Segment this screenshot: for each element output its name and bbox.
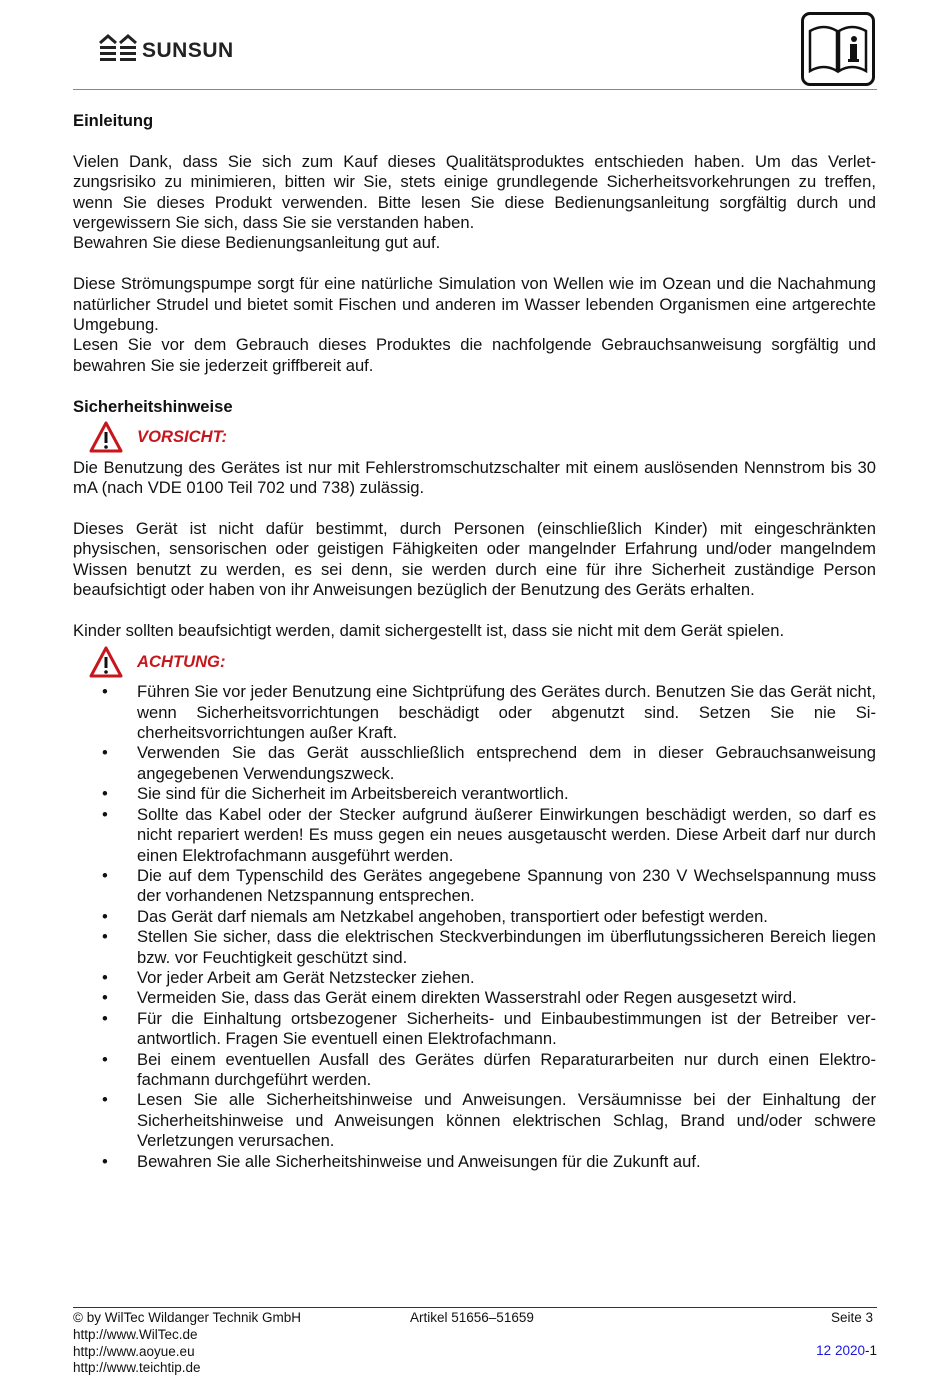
page-header xyxy=(73,0,877,90)
list-item: • Sie sind für die Sicherheit im Arbeitsbereich verantwortlich. xyxy=(73,784,876,804)
warning-triangle-icon xyxy=(89,645,123,679)
date: 12 2020 xyxy=(816,1343,865,1358)
attention-label-row xyxy=(89,641,876,682)
safety-bullet-list xyxy=(73,682,876,1172)
intro-paragraph: Bewahren Sie diese Bedienungsanleitung gut auf. xyxy=(73,233,441,253)
list-item: • Bewahren Sie alle Sicherheitshinweise und Anweisungen für die Zukunft auf. xyxy=(73,1152,876,1172)
article-number: Artikel 51656–51659 xyxy=(410,1310,534,1325)
list-item: • Vor jeder Arbeit am Gerät Netzstecker ziehen. xyxy=(73,968,876,988)
brand-name: SUNSUN xyxy=(142,39,234,62)
warning-triangle-icon xyxy=(89,420,123,454)
safety-heading: Sicherheitshinweise xyxy=(73,396,233,416)
intro-paragraph: Vielen Dank, dass Sie sich zum Kauf dieses Qualitätsproduktes entschieden haben. Um das Verletzungsrisiko zu minimieren, bitten wir Sie, stets einige grundlegende Sicherheitsvorkehrungen zu treffen, wenn Sie dieses Produkt verwenden. Bitte lesen Sie diese Bedienungsanleitung sorgfältig durch und vergewissern Sie sich, dass Sie sie verstanden haben. xyxy=(73,151,876,233)
copyright: © by WilTec Wildanger Technik GmbH xyxy=(73,1310,302,1325)
revision-date xyxy=(816,1343,877,1360)
list-item: • Verwenden Sie das Gerät ausschließlich entsprechend dem in dieser Gebrauchsanweisung angegebenen Verwendungszweck. xyxy=(73,743,876,784)
footer-link-wiltec[interactable]: http://www.WilTec.de xyxy=(73,1326,198,1342)
caution-label: VORSICHT: xyxy=(137,427,228,447)
list-item: • Sollte das Kabel oder der Stecker aufgrund äußerer Einwirkungen beschädigt werden, so darf es nicht repariert werden! Es muss gegen ein neues ausgetauscht werden. Diese Arbeit darf nur durch einen Elektrofachmann ausgeführt werden. xyxy=(73,805,876,866)
list-item: • Die auf dem Typenschild des Gerätes angegebene Spannung von 230 V Wechselspannung muss der vorhandenen Netzspannung entsprechen. xyxy=(73,866,876,907)
sunsun-logo-icon xyxy=(98,33,138,63)
sunsun-logo xyxy=(98,33,234,63)
document-body xyxy=(73,111,876,1172)
list-item: • Das Gerät darf niemals am Netzkabel angehoben, transportiert oder befestigt werden. xyxy=(73,907,876,927)
list-item: • Vermeiden Sie, dass das Gerät einem direkten Wasserstrahl oder Regen ausgesetzt wird. xyxy=(73,988,876,1008)
revision: -1 xyxy=(864,1343,877,1358)
page-footer xyxy=(73,1307,877,1377)
list-item: • Für die Einhaltung ortsbezogener Sicherheits- und Einbaubestimmungen ist der Betreiber verantwortlich. Fragen Sie eventuell einen Elektrofachmann. xyxy=(73,1009,876,1050)
list-item: • Lesen Sie alle Sicherheitshinweise und Anweisungen. Versäumnisse bei der Einhaltung der Sicherheitshinweise und Anweisungen können elektrischen Schlag, Brand und/oder schwere Verletzungen verursachen. xyxy=(73,1090,876,1151)
safety-paragraph: Dieses Gerät ist nicht dafür bestimmt, durch Personen (einschließlich Kinder) mit eingeschränkten physischen, sensorischen oder geistigen Fähigkeiten oder mangelnder Erfahrung und/oder mangelndem Wissen benutzt zu werden, es sei denn, sie werden durch eine für ihre Sicherheit zuständige Person beaufsichtigt oder haben von ihr Anweisungen bezüglich der Benutzung des Geräts erhalten. xyxy=(73,519,876,600)
intro-paragraph: Diese Strömungspumpe sorgt für eine natürliche Simulation von Wellen wie im Ozean und die Nachahmung natürlicher Strudel und bietet somit Fischen und anderen im Wasser lebenden Organismen eine artgerechte Umgebung. xyxy=(73,274,876,335)
caution-label-row xyxy=(89,417,876,458)
list-item: • Stellen Sie sicher, dass die elektrischen Steckverbindungen im überflutungssicheren Bereich liegen bzw. vor Feuchtigkeit geschützt sind. xyxy=(73,927,876,968)
attention-label: ACHTUNG: xyxy=(137,651,226,671)
page-number: Seite 3 xyxy=(830,1310,873,1325)
list-item: • Führen Sie vor jeder Benutzung eine Sichtprüfung des Gerätes durch. Benutzen Sie das Gerät nicht, wenn Sicherheitsvorrichtungen beschädigt oder abgenutzt sind. Setzen Sie nie Sicherheitsvorrichtungen außer Kraft. xyxy=(73,682,876,743)
footer-link-aoyue[interactable]: http://www.aoyue.eu xyxy=(73,1343,195,1359)
safety-paragraph: Kinder sollten beaufsichtigt werden, damit sichergestellt ist, dass sie nicht mit dem Gerät spielen. xyxy=(73,621,785,641)
read-manual-icon xyxy=(801,12,875,86)
safety-paragraph: Die Benutzung des Gerätes ist nur mit Fehlerstromschutzschalter mit einem auslösenden Nennstrom bis 30 mA (nach VDE 0100 Teil 702 und 738) zulässig. xyxy=(73,457,876,498)
intro-paragraph: Lesen Sie vor dem Gebrauch dieses Produktes die nachfolgende Gebrauchsanweisung sorgfältig und bewahren Sie sie jederzeit griffbereit auf. xyxy=(73,335,876,375)
footer-link-teichtip[interactable]: http://www.teichtip.de xyxy=(73,1360,201,1376)
intro-heading: Einleitung xyxy=(73,111,154,130)
list-item: • Bei einem eventuellen Ausfall des Gerätes dürfen Reparaturarbeiten nur durch einen Elektrofachmann durchgeführt werden. xyxy=(73,1050,876,1091)
